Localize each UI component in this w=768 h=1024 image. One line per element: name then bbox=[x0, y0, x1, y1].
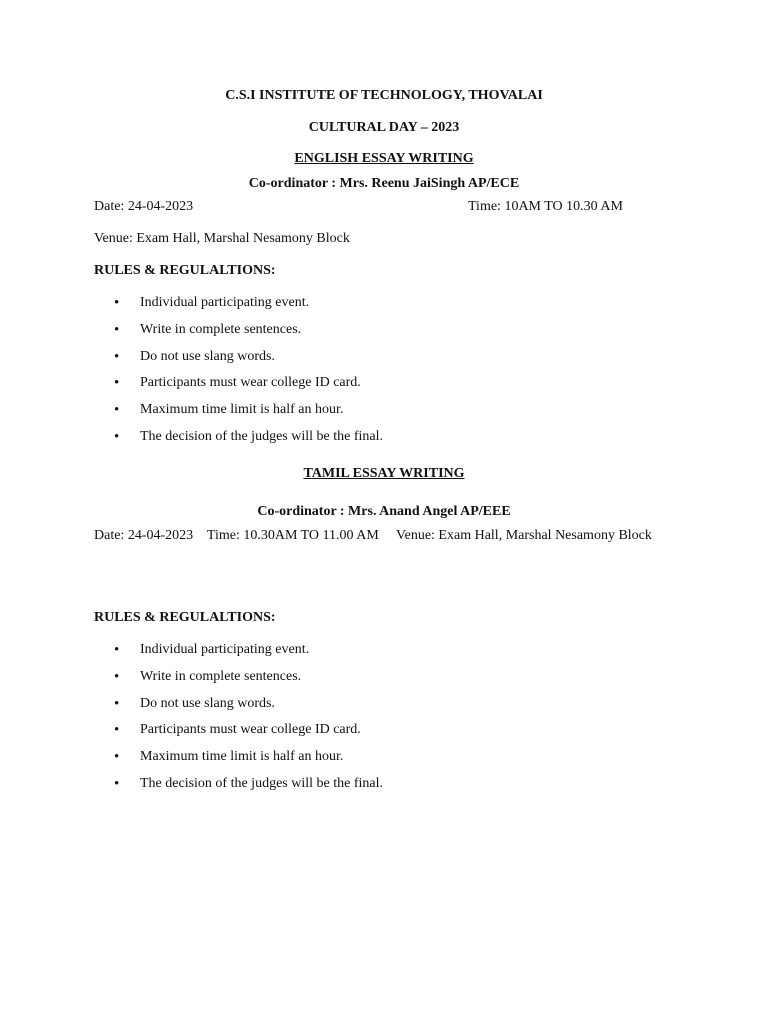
list-item: • The decision of the judges will be the final. bbox=[94, 428, 383, 455]
english-coordinator: Co-ordinator : Mrs. Reenu JaiSingh AP/ECE bbox=[248, 176, 520, 191]
list-item: • Do not use slang words. bbox=[94, 695, 383, 722]
list-item: • Participants must wear college ID card. bbox=[94, 374, 383, 401]
event-title: CULTURAL DAY – 2023 bbox=[308, 120, 460, 135]
tamil-title-text: TAMIL ESSAY WRITING bbox=[303, 466, 465, 481]
list-item: • Write in complete sentences. bbox=[94, 321, 383, 348]
tamil-coordinator: Co-ordinator : Mrs. Anand Angel AP/EEE bbox=[257, 504, 511, 519]
list-item: • Maximum time limit is half an hour. bbox=[94, 401, 383, 428]
tamil-details: Date: 24-04-2023 Time: 10.30AM TO 11.00 AM Venue: Exam Hall, Marshal Nesamony Block bbox=[94, 528, 652, 543]
tamil-rules-list bbox=[94, 641, 383, 802]
list-item: • Maximum time limit is half an hour. bbox=[94, 748, 383, 775]
english-title-text: ENGLISH ESSAY WRITING bbox=[294, 151, 474, 166]
list-item: • The decision of the judges will be the final. bbox=[94, 775, 383, 802]
english-rules-heading: RULES & REGULALTIONS: bbox=[94, 263, 276, 278]
english-date: Date: 24-04-2023 bbox=[94, 199, 194, 214]
tamil-rules-heading: RULES & REGULALTIONS: bbox=[94, 610, 276, 625]
list-item: • Individual participating event. bbox=[94, 641, 383, 668]
list-item: • Participants must wear college ID card. bbox=[94, 721, 383, 748]
list-item: • Do not use slang words. bbox=[94, 348, 383, 375]
list-item: • Individual participating event. bbox=[94, 294, 383, 321]
list-item: • Write in complete sentences. bbox=[94, 668, 383, 695]
english-time: Time: 10AM TO 10.30 AM bbox=[468, 199, 623, 214]
english-section-title bbox=[0, 150, 768, 168]
english-venue: Venue: Exam Hall, Marshal Nesamony Block bbox=[94, 231, 350, 246]
english-rules-list bbox=[94, 294, 383, 455]
tamil-section-title bbox=[0, 465, 768, 483]
institute-title: C.S.I INSTITUTE OF TECHNOLOGY, THOVALAI bbox=[225, 88, 543, 103]
